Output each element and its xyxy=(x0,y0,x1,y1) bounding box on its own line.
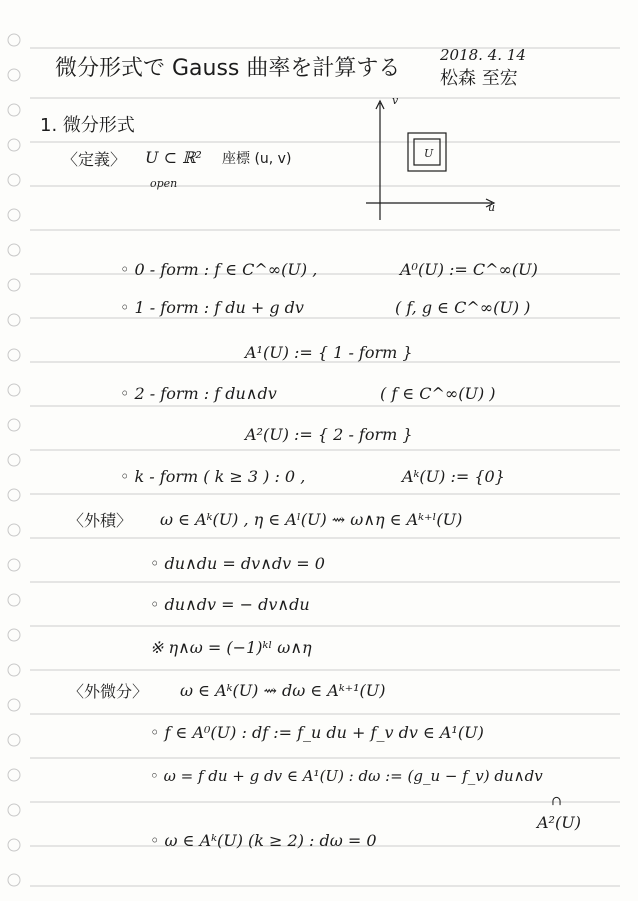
exterior-item-1: ◦ f ∈ A⁰(U) : df := f_u du + f_v dv ∈ A¹(U) xyxy=(150,723,484,742)
exterior-main: ω ∈ Aᵏ(U) ⇝ dω ∈ Aᵏ⁺¹(U) xyxy=(180,681,386,700)
definition-text: U ⊂ ℝ² xyxy=(145,148,202,167)
coordinate-graph xyxy=(360,95,500,225)
form-1-rhs: ( f, g ∈ C^∞(U) ) xyxy=(395,298,531,317)
graph-v-label: v xyxy=(392,94,399,107)
form-1-lhs: ◦ 1 - form : f du + g dv xyxy=(120,298,304,317)
exterior-note-space: A²(U) xyxy=(537,813,581,832)
form-k-rhs: Aᵏ(U) := {0} xyxy=(402,467,505,486)
form-1-space: A¹(U) := { 1 - form } xyxy=(245,343,413,362)
wedge-item-2: ◦ du∧dv = − dv∧du xyxy=(150,595,310,614)
form-0-rhs: A⁰(U) := C^∞(U) xyxy=(400,260,538,279)
definition-coords: 座標 (u, v) xyxy=(222,151,292,167)
wedge-label: 〈外積〉 xyxy=(68,511,133,530)
wedge-item-3: ※ η∧ω = (−1)ᵏˡ ω∧η xyxy=(150,638,312,657)
section-heading: 1. 微分形式 xyxy=(40,115,135,136)
form-k-lhs: ◦ k - form ( k ≥ 3 ) : 0 , xyxy=(120,467,306,486)
exterior-item-2: ◦ ω = f du + g dv ∈ A¹(U) : dω := (g_u − f_v) du∧dv xyxy=(150,767,543,785)
exterior-label: 〈外微分〉 xyxy=(68,682,149,701)
form-2-lhs: ◦ 2 - form : f du∧dv xyxy=(120,384,277,403)
wedge-main: ω ∈ Aᵏ(U) , η ∈ Aˡ(U) ⇝ ω∧η ∈ Aᵏ⁺ˡ(U) xyxy=(160,510,463,529)
wedge-item-1: ◦ du∧du = dv∧dv = 0 xyxy=(150,554,325,573)
exterior-item-3: ◦ ω ∈ Aᵏ(U) (k ≥ 2) : dω = 0 xyxy=(150,831,377,850)
definition-label: 〈定義〉 xyxy=(62,150,127,169)
form-0-lhs: ◦ 0 - form : f ∈ C^∞(U) , xyxy=(120,260,318,279)
author: 松森 至宏 xyxy=(440,68,518,89)
graph-u-label: u xyxy=(488,201,496,214)
page-title: 微分形式で Gauss 曲率を計算する xyxy=(55,56,401,81)
form-2-space: A²(U) := { 2 - form } xyxy=(245,425,413,444)
graph-box-label: U xyxy=(424,147,434,160)
exterior-note-symbol: ∩ xyxy=(551,794,562,809)
open-note: open xyxy=(150,177,178,190)
date: 2018. 4. 14 xyxy=(440,46,526,64)
form-2-rhs: ( f ∈ C^∞(U) ) xyxy=(380,384,496,403)
